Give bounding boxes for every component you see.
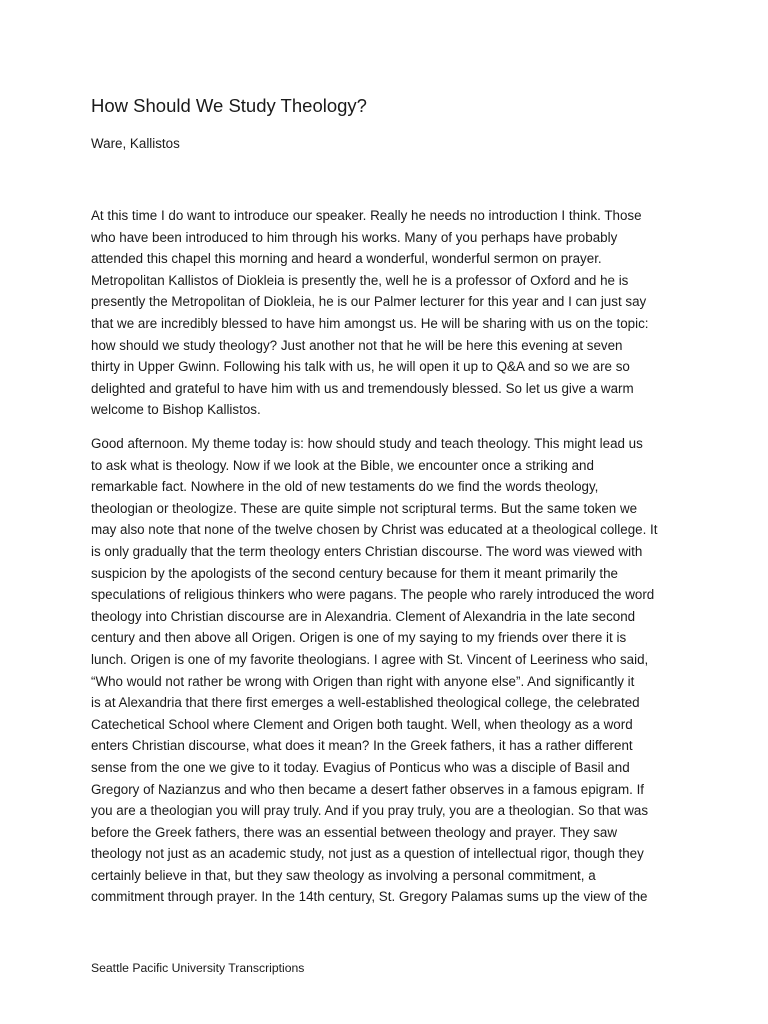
text-line: you are a theologian you will pray truly. And if you pray truly, you are a theologian. So that was bbox=[91, 803, 649, 819]
text-line: that we are incredibly blessed to have him amongst us. He will be sharing with us on the topic: bbox=[91, 315, 649, 331]
text-line: Catechetical School where Clement and Origen both taught. Well, when theology as a word bbox=[91, 716, 633, 732]
document-title: How Should We Study Theology? bbox=[91, 95, 367, 116]
text-line: attended this chapel this morning and heard a wonderful, wonderful sermon on prayer. bbox=[91, 251, 602, 267]
paragraph-introduction bbox=[91, 205, 691, 421]
paragraph-lecture bbox=[91, 433, 691, 908]
page-footer: Seattle Pacific University Transcriptions bbox=[91, 961, 305, 975]
text-line: thirty in Upper Gwinn. Following his talk with us, he will open it up to Q&A and so we are so bbox=[91, 359, 630, 375]
text-line: lunch. Origen is one of my favorite theologians. I agree with St. Vincent of Leeriness who said, bbox=[91, 651, 649, 667]
text-line: theologian or theologize. These are quite simple not scriptural terms. But the same token we bbox=[91, 500, 638, 516]
text-line: welcome to Bishop Kallistos. bbox=[91, 402, 261, 418]
text-line: enters Christian discourse, what does it mean? In the Greek fathers, it has a rather different bbox=[91, 738, 633, 754]
text-line: certainly believe in that, but they saw theology as involving a personal commitment, a bbox=[91, 867, 596, 883]
text-line: suspicion by the apologists of the second century because for them it meant primarily the bbox=[91, 565, 618, 581]
text-line: “Who would not rather be wrong with Origen than right with anyone else”. And significantly it bbox=[91, 673, 635, 689]
text-line: who have been introduced to him through his works. Many of you perhaps have probably bbox=[91, 229, 618, 245]
text-line: how should we study theology? Just another not that he will be here this evening at seven bbox=[91, 337, 623, 353]
text-line: At this time I do want to introduce our speaker. Really he needs no introduction I think. Those bbox=[91, 208, 642, 223]
text-line: speculations of religious thinkers who were pagans. The people who rarely introduced the word bbox=[91, 587, 655, 603]
text-line: commitment through prayer. In the 14th century, St. Gregory Palamas sums up the view of the bbox=[91, 889, 648, 905]
text-line: is at Alexandria that there first emerges a well-established theological college, the celebrated bbox=[91, 695, 640, 711]
text-line: Metropolitan Kallistos of Diokleia is presently the, well he is a professor of Oxford and he is bbox=[91, 272, 629, 288]
document-author: Ware, Kallistos bbox=[91, 136, 180, 151]
text-line: century and then above all Origen. Origen is one of my saying to my friends over there it is bbox=[91, 630, 627, 646]
text-line: sense from the one we give to it today. Evagius of Ponticus who was a disciple of Basil and bbox=[91, 759, 630, 775]
text-line: is only gradually that the term theology enters Christian discourse. The word was viewed with bbox=[91, 543, 643, 559]
text-line: to ask what is theology. Now if we look at the Bible, we encounter once a striking and bbox=[91, 457, 594, 473]
text-line: Good afternoon. My theme today is: how should study and teach theology. This might lead us bbox=[91, 436, 643, 451]
text-line: delighted and grateful to have him with us and tremendously blessed. So let us give a warm bbox=[91, 380, 634, 396]
text-line: theology not just as an academic study, not just as a question of intellectual rigor, though they bbox=[91, 846, 644, 862]
text-line: remarkable fact. Nowhere in the old of new testaments do we find the words theology, bbox=[91, 479, 599, 495]
text-line: presently the Metropolitan of Diokleia, he is our Palmer lecturer for this year and I can just say bbox=[91, 294, 647, 310]
text-line: may also note that none of the twelve chosen by Christ was educated at a theological college. It bbox=[91, 522, 658, 538]
text-line: Gregory of Nazianzus and who then became a desert father observes in a famous epigram. If bbox=[91, 781, 645, 797]
text-line: before the Greek fathers, there was an essential between theology and prayer. They saw bbox=[91, 824, 618, 840]
text-line: theology into Christian discourse are in Alexandria. Clement of Alexandria in the late second bbox=[91, 608, 636, 624]
